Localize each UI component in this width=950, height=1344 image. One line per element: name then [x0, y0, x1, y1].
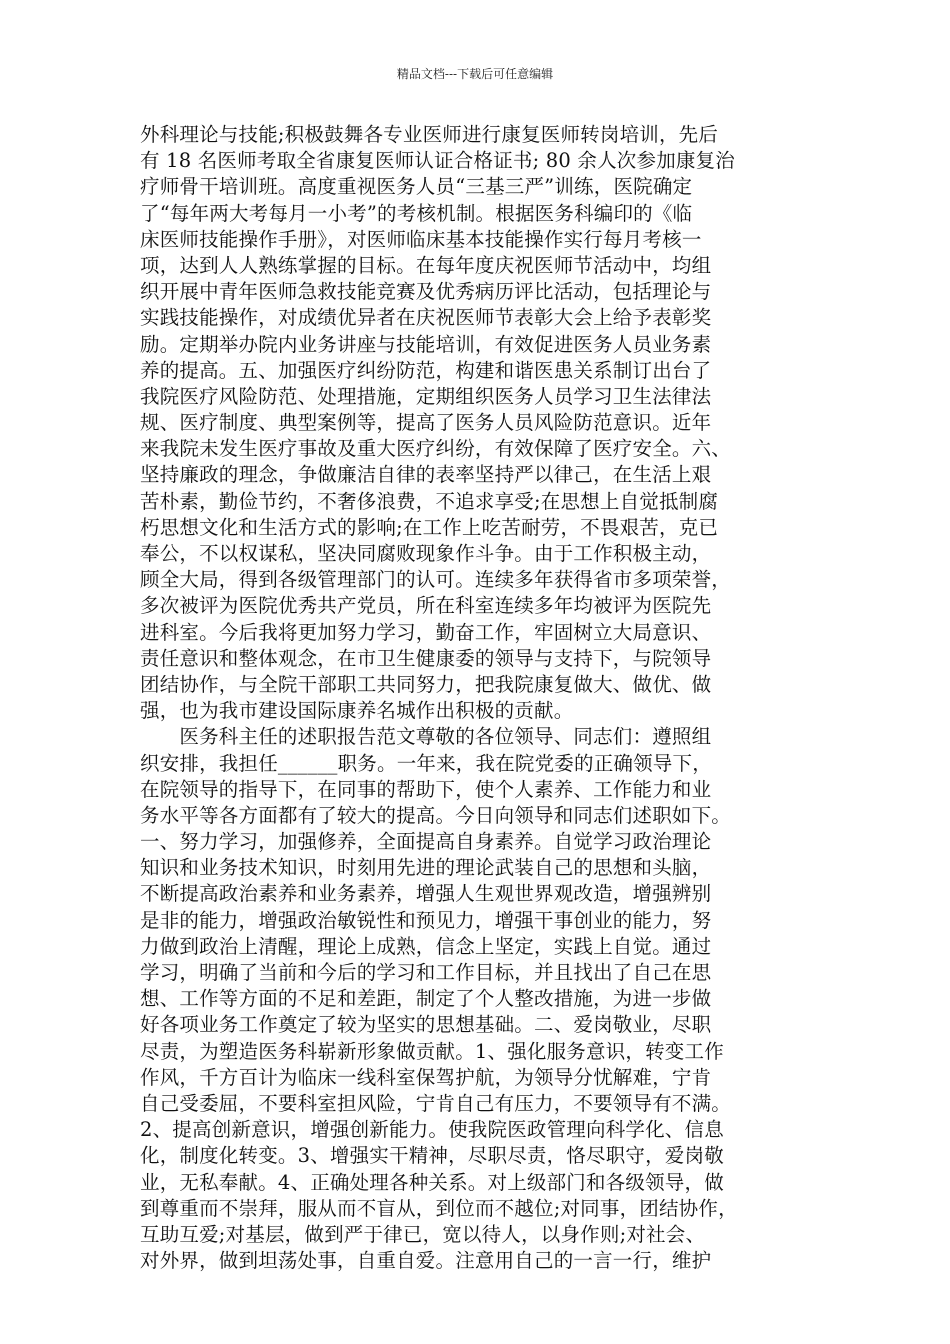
- text-line: 养的提高。五、加强医疗纠纷防范，构建和谐医患关系制订出台了: [140, 358, 712, 382]
- text-line: 顾全大局，得到各级管理部门的认可。连续多年获得省市多项荣誉，: [140, 568, 732, 592]
- text-line: 进科室。今后我将更加努力学习，勤奋工作，牢固树立大局意识、: [140, 620, 712, 644]
- document-body: [140, 122, 820, 1274]
- text-line: 2、提高创新意识，增强创新能力。使我院医政管理向科学化、信息: [140, 1118, 724, 1142]
- text-line: 互助互爱;对基层，做到严于律已，宽以待人，以身作则;对社会、: [140, 1222, 706, 1246]
- text-line: 想、工作等方面的不足和差距，制定了个人整改措施，为进一步做: [140, 987, 712, 1011]
- page-header: 精品文档---下载后可任意编辑: [396, 67, 554, 81]
- text-line: 作风，千方百计为临床一线科室保驾护航，为领导分忧解难，宁肯: [140, 1065, 712, 1089]
- text-line: 化，制度化转变。3、增强实干精神，尽职尽责，恪尽职守，爱岗敬: [140, 1144, 724, 1168]
- text-line: 知识和业务技术知识，时刻用先进的理论武装自己的思想和头脑，: [140, 856, 712, 880]
- text-line: 外科理论与技能;积极鼓舞各专业医师进行康复医师转岗培训，先后: [140, 123, 719, 146]
- text-line: 朽思想文化和生活方式的影响;在工作上吃苦耐劳，不畏艰苦，克已: [140, 515, 719, 539]
- text-line: 业，无私奉献。4、正确处理各种关系。对上级部门和各级领导，做: [140, 1170, 724, 1194]
- text-line: 学习，明确了当前和今后的学习和工作目标，并且找出了自己在思: [140, 961, 712, 984]
- text-line: 尽责，为塑造医务科崭新形象做贡献。1、强化服务意识，转变工作: [140, 1039, 724, 1063]
- text-line: 床医师技能操作手册》，对医师临床基本技能操作实行每月考核一: [140, 227, 702, 251]
- text-line: 医务科主任的述职报告范文尊敬的各位领导、同志们：遵照组: [140, 725, 712, 749]
- text-line: 是非的能力，增强政治敏锐性和预见力，增强干事创业的能力，努: [140, 908, 712, 932]
- text-line: 励。定期举办院内业务讲座与技能培训，有效促进医务人员业务素: [140, 332, 712, 356]
- text-line: 多次被评为医院优秀共产党员，所在科室连续多年均被评为医院先: [140, 594, 712, 618]
- text-line: 务水平等各方面都有了较大的提高。今日向领导和同志们述职如下。: [140, 803, 732, 827]
- text-line: 规、医疗制度、典型案例等，提高了医务人员风险防范意识。近年: [140, 411, 712, 435]
- text-line: 织开展中青年医师急救技能竞赛及优秀病历评比活动，包括理论与: [140, 280, 712, 304]
- text-line: 坚持廉政的理念，争做廉洁自律的表率坚持严以律己，在生活上艰: [140, 463, 712, 487]
- text-line: 了“每年两大考每月一小考”的考核机制。根据医务科编印的《临: [140, 201, 693, 225]
- text-line: 项，达到人人熟练掌握的目标。在每年度庆祝医师节活动中，均组: [140, 253, 712, 277]
- text-line: 好各项业务工作奠定了较为坚实的思想基础。二、爱岗敬业，尽职: [140, 1013, 712, 1037]
- text-line: 有 18 名医师考取全省康复医师认证合格证书; 80 余人次参加康复治: [140, 149, 735, 173]
- text-line: 责任意识和整体观念，在市卫生健康委的领导与支持下，与院领导: [140, 646, 712, 670]
- text-line: 实践技能操作，对成绩优异者在庆祝医师节表彰大会上给予表彰奖: [140, 306, 712, 330]
- text-line: 不断提高政治素养和业务素养，增强人生观世界观改造，增强辨别: [140, 882, 712, 906]
- text-line: 来我院未发生医疗事故及重大医疗纠纷，有效保障了医疗安全。六、: [140, 437, 732, 461]
- text-line: 强，也为我市建设国际康养名城作出积极的贡献。: [140, 699, 574, 723]
- text-line: 我院医疗风险防范、处理措施，定期组织医务人员学习卫生法律法: [140, 384, 712, 408]
- text-line: 织安排，我担任______职务。一年来，我在院党委的正确领导下，: [140, 751, 712, 775]
- text-line: 苦朴素，勤俭节约，不奢侈浪费，不追求享受;在思想上自觉抵制腐: [140, 489, 719, 513]
- text-line: 对外界，做到坦荡处事，自重自爱。注意用自己的一言一行，维护: [140, 1249, 712, 1273]
- text-line: 到尊重而不崇拜，服从而不盲从，到位而不越位;对同事，团结协作，: [140, 1196, 738, 1220]
- text-line: 团结协作，与全院干部职工共同努力，把我院康复做大、做优、做: [140, 672, 712, 696]
- text-line: 疗师骨干培训班。高度重视医务人员“三基三严”训练，医院确定: [140, 175, 693, 199]
- text-line: 力做到政治上清醒，理论上成熟，信念上坚定，实践上自觉。通过: [140, 934, 712, 958]
- text-line: 在院领导的指导下，在同事的帮助下，使个人素养、工作能力和业: [140, 777, 712, 801]
- text-line: 一、努力学习，加强修养，全面提高自身素养。自觉学习政治理论: [140, 830, 712, 854]
- text-line: 奉公，不以权谋私，坚决同腐败现象作斗争。由于工作积极主动，: [140, 542, 712, 565]
- text-line: 自己受委屈，不要科室担风险，宁肯自己有压力，不要领导有不满。: [140, 1091, 732, 1115]
